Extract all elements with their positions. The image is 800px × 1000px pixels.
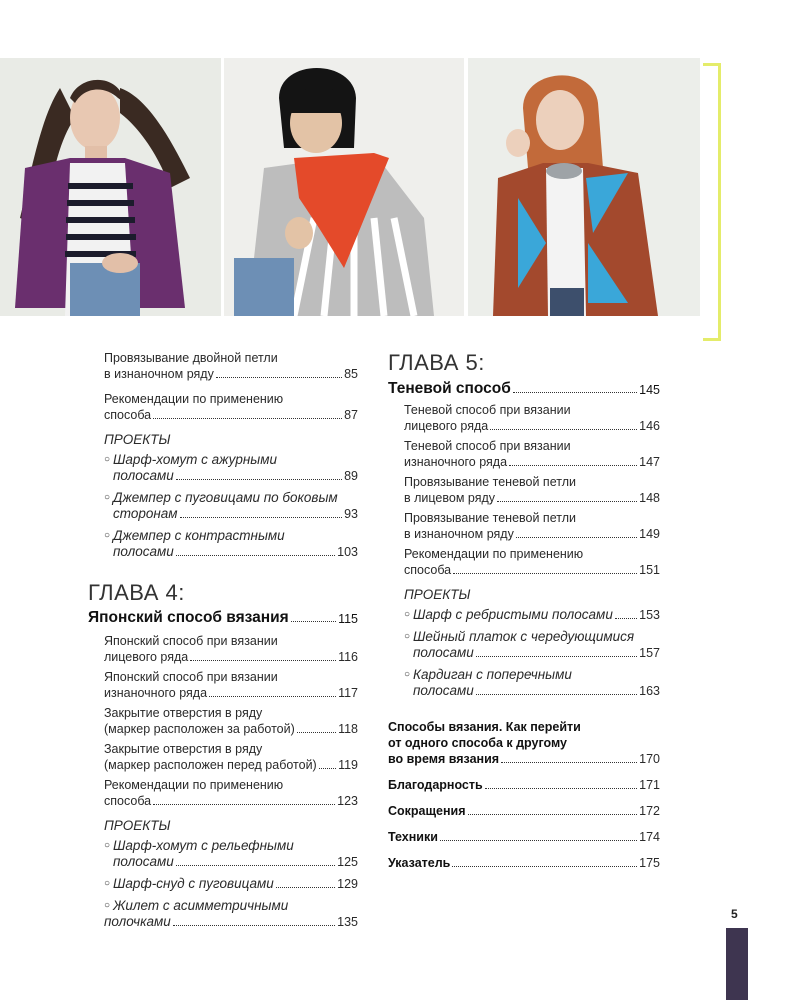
page-ref: 117 [338, 686, 358, 700]
entry-title-line: Провязывание теневой петли [404, 511, 576, 525]
toc-entry-techniques[interactable] [388, 829, 660, 845]
page-ref: 157 [639, 646, 660, 660]
project-entry[interactable] [104, 898, 358, 930]
entry-title: способа [404, 563, 452, 577]
entry-title: полосами [413, 683, 474, 698]
leader-dots [153, 804, 335, 805]
bullet-icon: ○ [104, 530, 111, 541]
chapter-title[interactable] [388, 380, 660, 398]
bullet-icon: ○ [404, 669, 411, 680]
entry-title-line: Кардиган с поперечными [413, 667, 572, 682]
page-ref: 93 [344, 507, 358, 521]
entry-title-line: Джемпер с контрастными [113, 528, 285, 543]
toc-entry[interactable] [104, 705, 358, 737]
bullet-icon: ○ [104, 900, 111, 911]
page-tab-bar [726, 928, 748, 1000]
leader-dots [176, 555, 335, 556]
page-ref: 129 [337, 877, 358, 891]
page-ref: 89 [344, 469, 358, 483]
entry-title: Сокращения [388, 804, 466, 818]
toc-entry[interactable] [404, 474, 660, 506]
page-ref: 171 [639, 778, 660, 792]
entry-title: Указатель [388, 856, 451, 870]
entry-title-line: Рекомендации по применению [104, 778, 284, 792]
entry-title-line: Джемпер с пуговицами по боковым [113, 490, 338, 505]
leader-dots [490, 429, 637, 430]
toc-left-column [88, 350, 358, 930]
toc-entry[interactable] [404, 546, 660, 578]
toc-right-column [388, 350, 660, 871]
leader-dots [513, 392, 637, 393]
page-ref: 125 [337, 855, 358, 869]
entry-title-line: Шейный платок с чередующимися [413, 629, 635, 644]
project-entry[interactable] [104, 490, 358, 522]
leader-dots [485, 788, 637, 789]
entry-title: Техники [388, 830, 438, 844]
leader-dots [516, 537, 637, 538]
project-entry[interactable] [104, 838, 358, 870]
leader-dots [216, 377, 342, 378]
leader-dots [440, 840, 637, 841]
chapter-title-text: Теневой способ [388, 380, 511, 397]
leader-dots [615, 618, 637, 619]
page-ref: 146 [639, 419, 660, 433]
toc-entry[interactable] [104, 350, 358, 382]
entry-title-line: Теневой способ при вязании [404, 439, 571, 453]
page-ref: 170 [639, 752, 660, 766]
entry-title: способа [104, 408, 152, 422]
leader-dots [276, 887, 335, 888]
entry-title: сторонам [113, 506, 178, 521]
project-entry[interactable] [104, 876, 358, 892]
leader-dots [209, 696, 336, 697]
entry-title: полосами [113, 468, 174, 483]
bullet-icon: ○ [104, 492, 111, 503]
projects-label: ПРОЕКТЫ [104, 818, 171, 833]
entry-title-line: Рекомендации по применению [104, 392, 284, 406]
page-ref: 172 [639, 804, 660, 818]
entry-title-line: Теневой способ при вязании [404, 403, 571, 417]
toc-entry-index[interactable] [388, 855, 660, 871]
project-entry[interactable] [404, 667, 660, 699]
entry-title: в лицевом ряду [404, 491, 496, 505]
page-ref: 175 [639, 856, 660, 870]
entry-title-line: Жилет с асимметричными [113, 898, 289, 913]
bullet-icon: ○ [404, 631, 411, 642]
photo-model-rust-cardigan [468, 58, 700, 316]
entry-title-line: Японский способ при вязании [104, 670, 278, 684]
entry-title-line: Закрытие отверстия в ряду [104, 706, 263, 720]
toc-entry[interactable] [104, 777, 358, 809]
bullet-icon: ○ [104, 878, 111, 889]
leader-dots [297, 732, 336, 733]
projects-label: ПРОЕКТЫ [104, 432, 171, 447]
page-ref: 123 [337, 794, 358, 808]
leader-dots [153, 418, 342, 419]
leader-dots [190, 660, 336, 661]
entry-title: полочками [104, 914, 171, 929]
leader-dots [176, 479, 342, 480]
entry-title: изнаночного ряда [104, 686, 208, 700]
photo-model-purple-cardigan [0, 58, 221, 316]
toc-entry[interactable] [104, 669, 358, 701]
project-entry[interactable] [104, 452, 358, 484]
entry-title-line: Провязывание двойной петли [104, 351, 278, 365]
entry-title-line: Шарф-хомут с ажурными [113, 452, 278, 467]
toc-entry[interactable] [404, 510, 660, 542]
bullet-icon: ○ [104, 840, 111, 851]
leader-dots [497, 501, 637, 502]
project-entry[interactable] [104, 528, 358, 560]
photo-model-striped-scarf [224, 58, 464, 316]
leader-dots [476, 694, 637, 695]
page-ref: 118 [338, 722, 358, 736]
entry-title-line: Рекомендации по применению [404, 547, 584, 561]
entry-title-line: Шарф-хомут с рельефными [113, 838, 294, 853]
toc-entry[interactable] [104, 741, 358, 773]
page-ref: 103 [337, 545, 358, 559]
leader-dots [509, 465, 637, 466]
leader-dots [501, 762, 637, 763]
page-ref: 135 [337, 915, 358, 929]
page-number: 5 [731, 907, 738, 921]
page-ref: 148 [639, 491, 660, 505]
chapter-label: ГЛАВА 5: [388, 350, 485, 375]
entry-title-line: Закрытие отверстия в ряду [104, 742, 263, 756]
entry-title: Шарф-снуд с пуговицами [113, 876, 274, 891]
chapter-title[interactable] [88, 609, 358, 627]
entry-title: способа [104, 794, 152, 808]
leader-dots [180, 517, 343, 518]
entry-title: полосами [413, 645, 474, 660]
leader-dots [453, 573, 637, 574]
entry-title: (маркер расположен за работой) [104, 722, 295, 736]
entry-title: Шарф с ребристыми полосами [413, 607, 613, 622]
toc-entry-transitions[interactable] [388, 719, 660, 767]
bullet-icon: ○ [104, 454, 111, 465]
toc-entry[interactable] [104, 391, 358, 423]
page-ref: 85 [344, 367, 358, 381]
bullet-icon: ○ [404, 609, 411, 620]
page-ref: 153 [639, 608, 660, 622]
project-entry[interactable] [404, 607, 660, 623]
page-ref: 116 [338, 650, 358, 664]
toc-entry-abbreviations[interactable] [388, 803, 660, 819]
chapter-title-text: Японский способ вязания [88, 609, 289, 626]
leader-dots [319, 768, 336, 769]
leader-dots [176, 865, 335, 866]
projects-label: ПРОЕКТЫ [404, 587, 471, 602]
entry-title: в изнаночном ряду [104, 367, 214, 381]
entry-title-line: от одного способа к другому [388, 736, 567, 750]
page-ref: 151 [639, 563, 660, 577]
page-ref: 115 [338, 612, 358, 626]
leader-dots [173, 925, 335, 926]
entry-title-line: Способы вязания. Как перейти [388, 720, 581, 734]
entry-title: полосами [113, 854, 174, 869]
leader-dots [452, 866, 637, 867]
page-ref: 163 [639, 684, 660, 698]
entry-title: в изнаночном ряду [404, 527, 514, 541]
chapter-label: ГЛАВА 4: [88, 580, 185, 605]
page-ref: 147 [639, 455, 660, 469]
page-ref: 149 [639, 527, 660, 541]
entry-title: изнаночного ряда [404, 455, 508, 469]
page-ref: 145 [639, 383, 660, 397]
toc-entry[interactable] [104, 633, 358, 665]
page-ref: 87 [344, 408, 358, 422]
entry-title: (маркер расположен перед работой) [104, 758, 317, 772]
entry-title: полосами [113, 544, 174, 559]
entry-title: лицевого ряда [104, 650, 189, 664]
entry-title-line: Провязывание теневой петли [404, 475, 576, 489]
page-ref: 174 [639, 830, 660, 844]
entry-title: лицевого ряда [404, 419, 489, 433]
page-ref: 119 [338, 758, 358, 772]
entry-title: Благодарность [388, 778, 483, 792]
accent-bracket [703, 63, 721, 341]
project-entry[interactable] [404, 629, 660, 661]
toc-entry[interactable] [404, 438, 660, 470]
entry-title: во время вязания [388, 752, 500, 766]
leader-dots [468, 814, 638, 815]
entry-title-line: Японский способ при вязании [104, 634, 278, 648]
toc-entry[interactable] [404, 402, 660, 434]
leader-dots [291, 621, 336, 622]
leader-dots [476, 656, 637, 657]
toc-entry-thanks[interactable] [388, 777, 660, 793]
